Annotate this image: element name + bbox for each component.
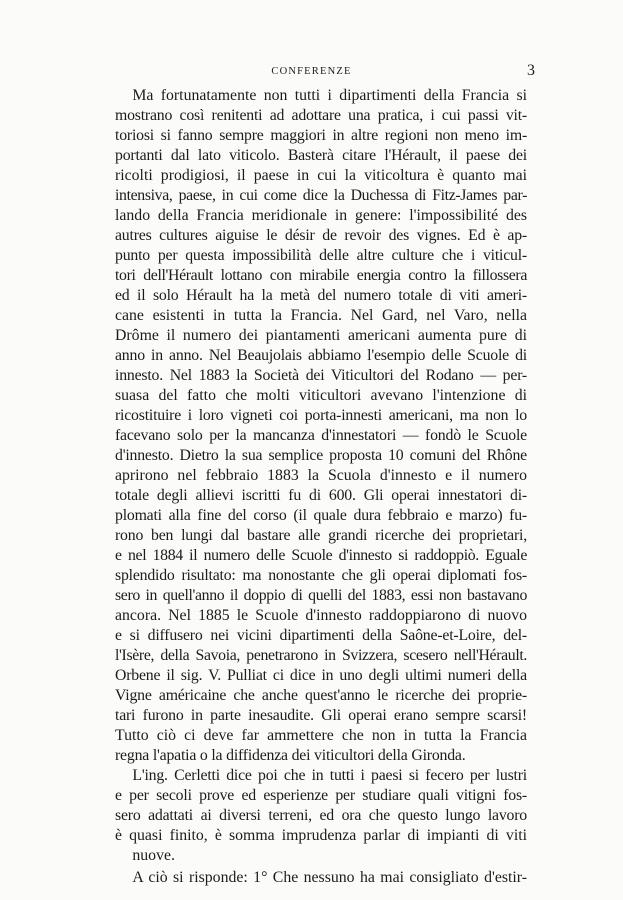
text-line: plomati alla fine del corso (il quale dura febbraio e marzo) fu- [115, 507, 527, 524]
text-line: Orbene il sig. V. Pulliat ci dice in uno degli ultimi numeri della [115, 667, 527, 684]
text-line: intensiva, paese, in cui come dice la Duchessa di Fitz-James par- [115, 187, 527, 204]
text-line: d'innesto. Dietro la sua semplice proposta 10 comuni del Rhône [115, 447, 527, 464]
text-line: toriosi si fanno sempre maggiori in altre regioni non meno im- [115, 127, 527, 144]
text-line: punto per questa impossibilità delle altre culture che i viticul- [115, 247, 527, 264]
text-line: nuove. [132, 847, 175, 864]
text-line: tori dell'Hérault lottano con mirabile energia contro la fillossera [115, 267, 527, 284]
text-line: Tutto ciò ci deve far ammettere che non in tutta la Francia [115, 727, 527, 744]
text-line: portanti dal lato viticolo. Basterà citare l'Hérault, il paese dei [115, 147, 527, 164]
text-line: rono ben lungi dal bastare alle grandi ricerche dei proprietari, [115, 527, 527, 544]
text-line: l'Isère, della Savoia, penetrarono in Svizzera, scesero nell'Hérault. [115, 647, 527, 664]
body-text [115, 86, 527, 888]
text-line: regna l'apatia o la diffidenza dei viticultori della Gironda. [115, 747, 466, 764]
text-line: totale degli allievi iscritti fu di 600. Gli operai innestatori di- [115, 487, 527, 504]
text-line: cane esistenti in tutta la Francia. Nel Gard, nel Varo, nella [115, 307, 527, 324]
text-line: splendido risultato: ma nonostante che gli operai diplomati fos- [115, 567, 527, 584]
text-line: ricolti prodigiosi, il paese in cui la viticoltura è quanto mai [115, 167, 527, 184]
text-line: autres cultures aiguise le désir de revoir des vignes. Ed è ap- [115, 227, 527, 244]
page-number: 3 [527, 62, 535, 79]
text-line: sero in quell'anno il doppio di quelli del 1883, essi non bastavano [115, 587, 527, 604]
text-line: e si diffusero nei vicini dipartimenti della Saône-et-Loire, del- [115, 627, 527, 644]
text-line: facevano solo per la mancanza d'innestatori — fondò le Scuole [115, 427, 527, 444]
text-line: ed il solo Hérault ha la metà del numero totale di viti ameri- [115, 287, 527, 304]
text-line: è quasi finito, è somma imprudenza parlar di impianti di viti [115, 827, 527, 844]
text-line: L'ing. Cerletti dice poi che in tutti i paesi si fecero per lustri [132, 767, 527, 784]
text-line: aprirono nel febbraio 1883 la Scuola d'innesto e il numero [115, 467, 527, 484]
text-line: sero adattati ai diversi terreni, ed ora che questo lungo lavoro [115, 807, 527, 824]
text-line: Drôme il numero dei piantamenti americani aumenta pure di [115, 327, 527, 344]
text-line: Vigne américaine che anche quest'anno le ricerche dei proprie- [115, 687, 527, 704]
text-line: innesto. Nel 1883 la Società dei Viticultori del Rodano — per- [115, 367, 527, 384]
text-line: lando della Francia meridionale in genere: l'impossibilité des [115, 207, 527, 224]
text-line: e per secoli prove ed esperienze per studiare quali vitigni fos- [115, 787, 527, 804]
text-line: tari furono in parte inesaudite. Gli operai erano sempre scarsi! [115, 707, 527, 724]
text-line: e nel 1884 il numero delle Scuole d'innesto si raddoppiò. Eguale [115, 547, 527, 564]
text-line: suasa del fatto che molti viticultori avevano l'intenzione di [115, 387, 527, 404]
text-line: A ciò si risponde: 1° Che nessuno ha mai consigliato d'estir- [132, 869, 527, 886]
header-title: CONFERENZE [271, 66, 352, 77]
text-line: ricostituire i loro vigneti coi porta-innesti americani, ma non lo [115, 407, 527, 424]
text-line: mostrano così renitenti ad adottare una pratica, i cui passi vit- [115, 107, 527, 124]
text-line: ancora. Nel 1885 le Scuole d'innesto raddoppiarono di nuovo [115, 607, 527, 624]
text-line: Ma fortunatamente non tutti i dipartimenti della Francia si [132, 87, 527, 104]
text-line: anno in anno. Nel Beaujolais abbiamo l'esempio delle Scuole di [115, 347, 527, 364]
running-header [0, 62, 623, 82]
